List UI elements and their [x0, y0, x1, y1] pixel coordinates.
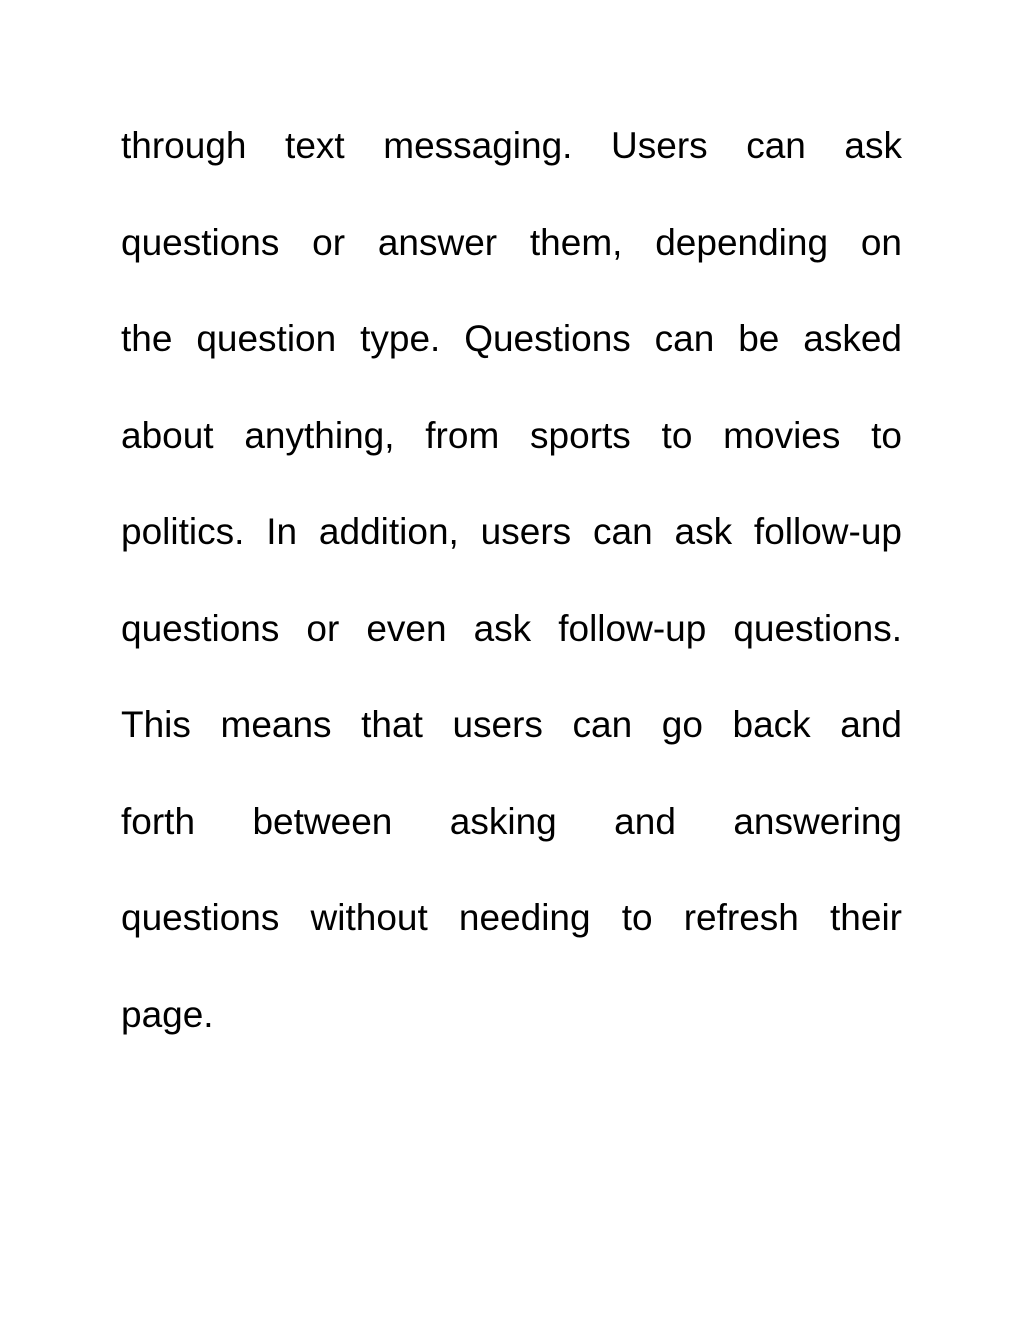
body-paragraph [121, 120, 902, 1085]
text-line-last: page. [121, 993, 214, 1035]
text-line: the question type. Questions can be asked [121, 318, 902, 359]
text-line: questions or answer them, depending on [121, 221, 902, 263]
text-line: about anything, from sports to movies to [121, 414, 902, 456]
text-line: forth between asking and answering [121, 800, 902, 842]
text-line: This means that users can go back and [121, 704, 902, 745]
text-line: questions or even ask follow-up questions. [121, 607, 902, 649]
text-line: through text messaging. Users can ask [121, 125, 902, 166]
text-line: politics. In addition, users can ask follow-up [121, 511, 902, 552]
text-line: questions without needing to refresh their [121, 897, 902, 938]
